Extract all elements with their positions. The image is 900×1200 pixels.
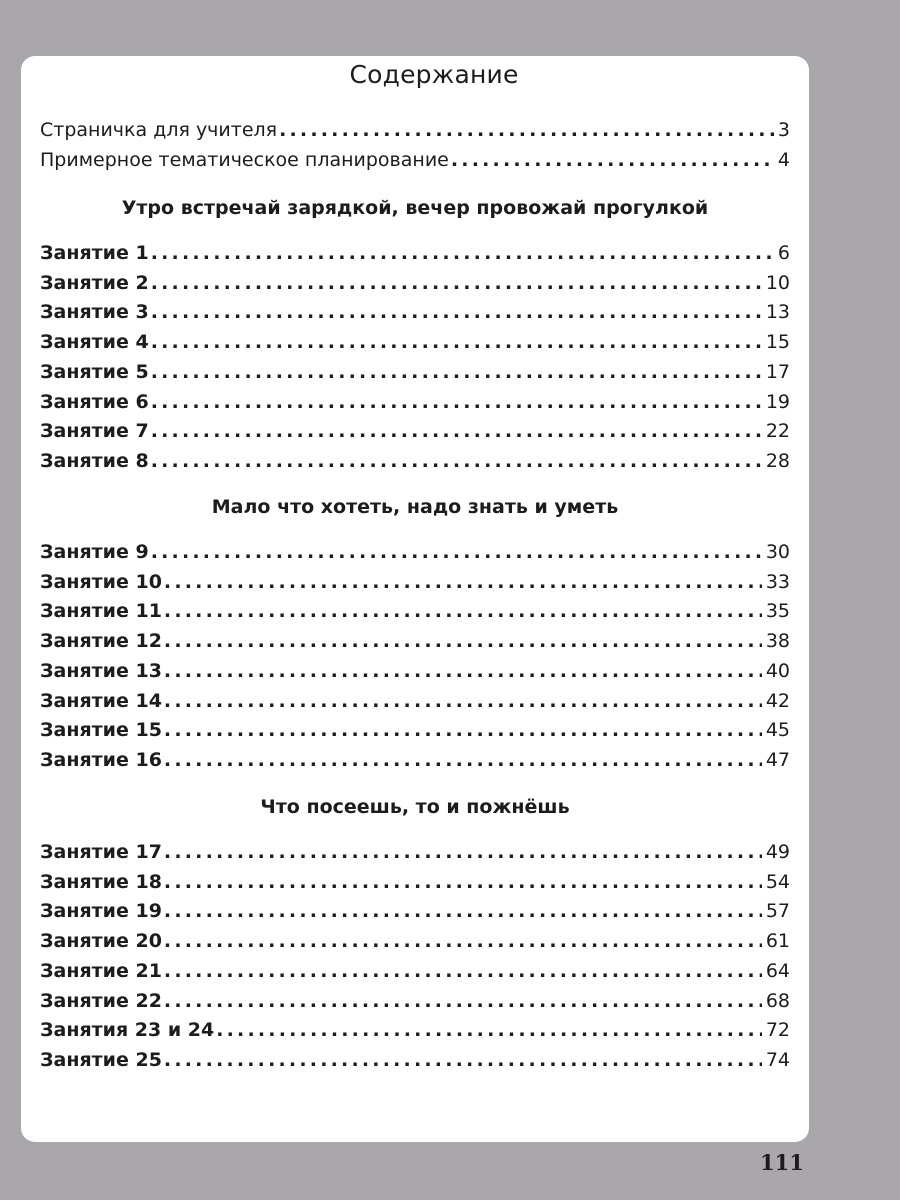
toc-title: Содержание xyxy=(349,60,519,89)
entry-page: 17 xyxy=(765,361,790,383)
entry-page: 35 xyxy=(765,600,790,622)
entry-page: 54 xyxy=(765,871,790,893)
entry-page: 15 xyxy=(765,331,790,353)
toc-entry xyxy=(40,412,790,442)
toc-entry xyxy=(40,234,790,264)
entry-label: Занятие 14 xyxy=(40,690,162,712)
dot-leader xyxy=(164,719,762,741)
entry-label: Занятие 18 xyxy=(40,871,162,893)
dot-leader xyxy=(164,960,762,982)
entry-page: 45 xyxy=(765,719,790,741)
entry-page: 49 xyxy=(765,841,790,863)
dot-leader xyxy=(164,990,762,1012)
entry-label: Занятие 16 xyxy=(40,749,162,771)
entry-label: Занятие 15 xyxy=(40,719,162,741)
toc-entry xyxy=(40,264,790,294)
dot-leader xyxy=(164,690,762,712)
entry-label: Занятие 25 xyxy=(40,1049,162,1071)
entry-label: Занятие 11 xyxy=(40,600,162,622)
section-heading: Мало что хотеть, надо знать и уметь xyxy=(211,496,619,518)
entry-label: Занятие 8 xyxy=(40,450,149,472)
toc-entry xyxy=(40,982,790,1012)
toc-entry xyxy=(40,622,790,652)
toc-entry xyxy=(40,563,790,593)
toc-entry xyxy=(40,892,790,922)
entry-label: Занятие 5 xyxy=(40,361,149,383)
dot-leader xyxy=(164,600,762,622)
entry-page: 28 xyxy=(765,450,790,472)
dot-leader xyxy=(164,1049,762,1071)
entry-label: Занятие 17 xyxy=(40,841,162,863)
dot-leader xyxy=(164,571,762,593)
entry-page: 30 xyxy=(765,541,790,563)
toc-entry xyxy=(40,1041,790,1071)
toc-entry xyxy=(40,141,790,171)
dot-leader xyxy=(151,242,774,264)
toc-entry xyxy=(40,682,790,712)
toc-entry xyxy=(40,353,790,383)
dot-leader xyxy=(451,149,774,171)
entry-page: 64 xyxy=(765,960,790,982)
entry-label: Занятие 7 xyxy=(40,420,149,442)
entry-label: Занятие 20 xyxy=(40,930,162,952)
toc-entry xyxy=(40,383,790,413)
dot-leader xyxy=(164,871,762,893)
entry-label: Занятия 23 и 24 xyxy=(40,1019,215,1041)
entry-label: Занятие 2 xyxy=(40,272,149,294)
dot-leader xyxy=(164,900,762,922)
entry-label: Занятие 12 xyxy=(40,630,162,652)
toc-entry xyxy=(40,1011,790,1041)
dot-leader xyxy=(151,450,762,472)
entry-page: 38 xyxy=(765,630,790,652)
entry-page: 6 xyxy=(777,242,790,264)
toc-entry xyxy=(40,111,790,141)
section-heading: Утро встречай зарядкой, вечер провожай прогулкой xyxy=(121,197,709,219)
dot-leader xyxy=(151,541,762,563)
entry-label: Занятие 21 xyxy=(40,960,162,982)
entry-page: 72 xyxy=(765,1019,790,1041)
entry-page: 40 xyxy=(765,660,790,682)
dot-leader xyxy=(151,361,762,383)
entry-page: 68 xyxy=(765,990,790,1012)
dot-leader xyxy=(151,272,762,294)
entry-label: Занятие 9 xyxy=(40,541,149,563)
entry-label: Страничка для учителя xyxy=(40,119,278,141)
dot-leader xyxy=(151,420,762,442)
toc-entry xyxy=(40,293,790,323)
toc-entry xyxy=(40,592,790,622)
toc-entry xyxy=(40,922,790,952)
entry-label: Занятие 10 xyxy=(40,571,162,593)
dot-leader xyxy=(164,749,762,771)
dot-leader xyxy=(216,1019,762,1041)
entry-page: 57 xyxy=(765,900,790,922)
dot-leader xyxy=(164,660,762,682)
entry-page: 13 xyxy=(765,301,790,323)
entry-page: 19 xyxy=(765,391,790,413)
entry-label: Занятие 13 xyxy=(40,660,162,682)
dot-leader xyxy=(279,119,774,141)
dot-leader xyxy=(164,841,762,863)
entry-page: 42 xyxy=(765,690,790,712)
entry-page: 22 xyxy=(765,420,790,442)
entry-label: Занятие 1 xyxy=(40,242,149,264)
toc-entry xyxy=(40,442,790,472)
entry-label: Занятие 3 xyxy=(40,301,149,323)
page-number: 111 xyxy=(760,1150,804,1175)
entry-label: Занятие 6 xyxy=(40,391,149,413)
entry-page: 47 xyxy=(765,749,790,771)
section-heading: Что посеешь, то и пожнёшь xyxy=(260,796,570,818)
entry-page: 4 xyxy=(777,149,790,171)
entry-page: 74 xyxy=(765,1049,790,1071)
toc-entry xyxy=(40,711,790,741)
entry-page: 10 xyxy=(765,272,790,294)
entry-page: 61 xyxy=(765,930,790,952)
toc-entry xyxy=(40,952,790,982)
toc-entry xyxy=(40,323,790,353)
toc-entry xyxy=(40,652,790,682)
entry-page: 33 xyxy=(765,571,790,593)
entry-page: 3 xyxy=(777,119,790,141)
toc-entry xyxy=(40,741,790,771)
entry-label: Занятие 22 xyxy=(40,990,162,1012)
dot-leader xyxy=(151,331,762,353)
dot-leader xyxy=(164,630,762,652)
dot-leader xyxy=(151,301,762,323)
dot-leader xyxy=(164,930,762,952)
toc-entry xyxy=(40,833,790,863)
dot-leader xyxy=(151,391,762,413)
toc-entry xyxy=(40,863,790,893)
entry-label: Занятие 4 xyxy=(40,331,149,353)
entry-label: Занятие 19 xyxy=(40,900,162,922)
entry-label: Примерное тематическое планирование xyxy=(40,149,449,171)
toc-entry xyxy=(40,533,790,563)
